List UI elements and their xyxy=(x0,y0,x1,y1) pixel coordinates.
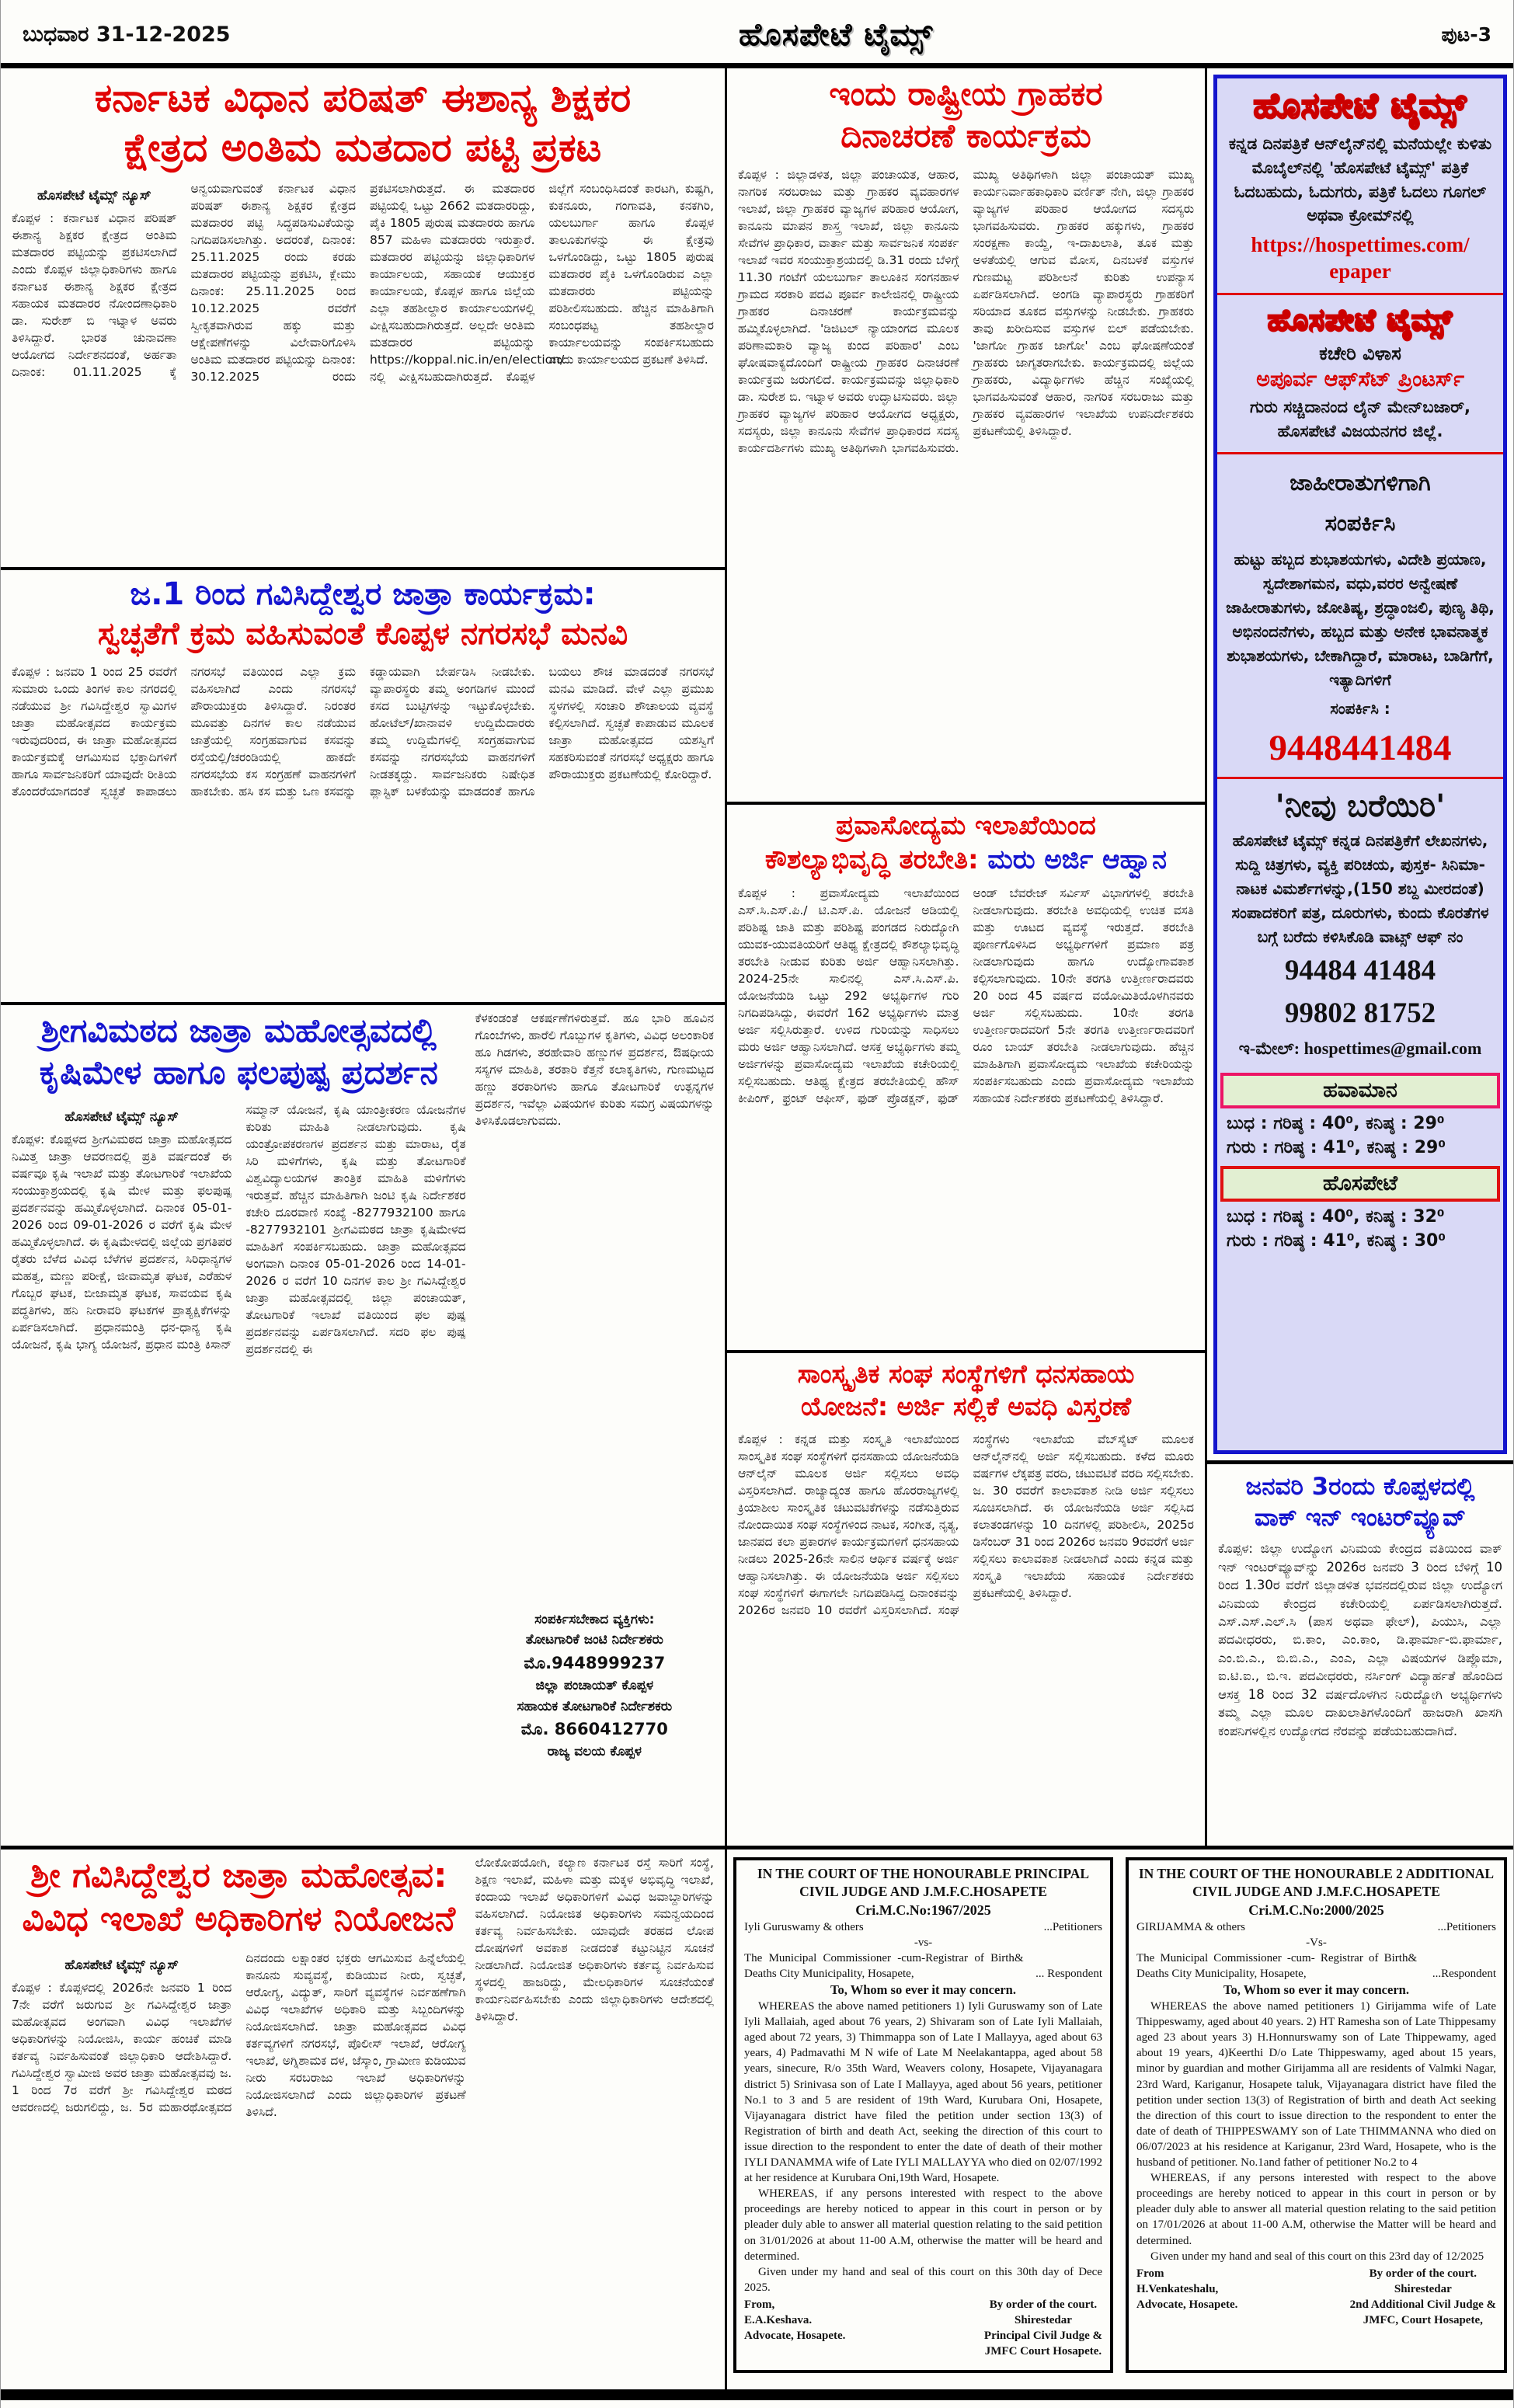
notice1-order-line1: By order of the court. xyxy=(989,2298,1098,2311)
epaper-promo xyxy=(1217,78,1503,293)
article-krishimela-headline-2: ಕೃಷಿಮೇಳ ಹಾಗೂ ಫಲಪುಷ್ಪ ಪ್ರದರ್ಶನ xyxy=(39,1053,438,1091)
notice2-order-block xyxy=(1350,2266,1496,2328)
ads-title-1: ಜಾಹೀರಾತುಗಳಿಗಾಗಿ xyxy=(1290,468,1431,496)
write-phone-2: 99802 81752 xyxy=(1284,997,1436,1030)
court-notice-left-cell xyxy=(727,1849,1119,2389)
notice1-petitioners xyxy=(744,1919,1102,1935)
write-email: ಇ-ಮೇಲ್: hospettimes@gmail.com xyxy=(1238,1038,1482,1058)
contact-title: ಸಂಪರ್ಕಿಸಬೇಕಾದ ವ್ಯಕ್ತಿಗಳು: xyxy=(534,1612,655,1627)
article-deployment-headline-1: ಶ್ರೀ ಗವಿಸಿದ್ದೇಶ್ವರ ಜಾತ್ರಾ ಮಹೋತ್ಸವ: xyxy=(30,1856,447,1895)
notice1-from-block xyxy=(744,2297,845,2359)
promo-sidebar xyxy=(1213,75,1507,1454)
sidebar-logo-1: ಹೊಸಪೇಟೆ ಟೈಮ್ಸ್ xyxy=(1253,86,1467,126)
notice2-petitioner-tag: ...Petitioners xyxy=(1437,1920,1496,1933)
ads-body: ಹುಟ್ಟು ಹಬ್ಬದ ಶುಭಾಶಯಗಳು, ವಿದೇಶಿ ಪ್ರಯಾಣ, ಸ್ವದೇಶಾಗಮನ, ವಧು,ವರರ ಅನ್ವೇಷಣೆ ಜಾಹೀರಾತುಗಳು, ಜೋತಿಷ್ಯ, ಶ್ರದ್ಧಾಂಜಲಿ, ಪುಣ್ಯ ತಿಥಿ, ಅಭಿನಂದನೆಗಳು, ಹಬ್ಬದ ಮತ್ತು ಅನೇಕ ಭಾವನಾತ್ಮಕ ಶುಭಾಶಯಗಳು, ಬೇಕಾಗಿದ್ದಾರೆ, ಮಾರಾಟ, ಬಾಡಿಗೆಗೆ, ಇತ್ಯಾದಿಗಳಿಗೆ xyxy=(1226,549,1495,689)
article-krishimela-contacts xyxy=(475,1609,714,1763)
notice1-body-3: Given under my hand and seal of this court on this 30th day of Dece 2025. xyxy=(744,2265,1102,2294)
article-consumer-day-body xyxy=(738,166,1194,772)
left-region xyxy=(1,68,727,1846)
advertising-info xyxy=(1217,454,1503,777)
article-walkin-headline-2: ವಾಕ್ ಇನ್ ಇಂಟರ್‌ವ್ಯೂವ್ xyxy=(1254,1503,1467,1532)
article-consumer-day-text: ಕೊಪ್ಪಳ : ಜಿಲ್ಲಾಡಳಿತ, ಜಿಲ್ಲಾ ಪಂಚಾಯತ, ಆಹಾರ, ನಾಗರಿಕ ಸರಬರಾಜು ಮತ್ತು ಗ್ರಾಹಕರ ವ್ಯವಹಾರಗಳ ಇಲಾಖೆ, ಜಿಲ್ಲಾ ಗ್ರಾಹಕರ ವ್ಯಾಜ್ಯಗಳ ಪರಿಹಾರ ಆಯೋಗ, ಕಾನೂನು ಮಾಪನ ಶಾಸ್ತ್ರ ಇಲಾಖೆ, ಜಿಲ್ಲಾ ಕಾನೂನು ಸೇವೆಗಳ ಪ್ರಾಧಿಕಾರ, ವಾರ್ತಾ ಮತ್ತು ಸಾರ್ವಜನಿಕ ಸಂಪರ್ಕ ಇಲಾಖೆ ಇವರ ಸಂಯುಕ್ತಾಶ್ರಯದಲ್ಲಿ ಡಿ.31 ರಂದು ಬೆಳಿಗ್ಗೆ 11.30 ಗಂಟೆಗೆ ಯಲಬುರ್ಗಾ ತಾಲೂಕಿನ ಸಂಗನಹಾಳ ಗ್ರಾಮದ ಸರಕಾರಿ ಪದವಿ ಪೂರ್ವ ಕಾಲೇಜಿನಲ್ಲಿ ರಾಷ್ಟ್ರೀಯ ಗ್ರಾಹಕರ ದಿನಾಚರಣೆ ಕಾರ್ಯಕ್ರಮವನ್ನು ಹಮ್ಮಿಕೊಳ್ಳಲಾಗಿದೆ. 'ಡಿಜಿಟಲ್ ನ್ಯಾಯಾಂಗದ ಮೂಲಕ ಪರಿಣಾಮಕಾರಿ ವ್ಯಾಜ್ಯ ಕುಂದ ಪರಿಹಾರ' ಎಂಬ ಘೋಷವಾಕ್ಯದೊಂದಿಗೆ ರಾಷ್ಟ್ರೀಯ ಗ್ರಾಹಕರ ದಿನಾಚರಣೆ ಕಾರ್ಯಕ್ರಮ ಜರುಗಲಿದೆ. ಕಾರ್ಯಕ್ರಮವನ್ನು ಜಿಲ್ಲಾಧಿಕಾರಿ ಡಾ. ಸುರೇಶ ಬಿ. ಇಟ್ನಾಳ ಅವರು ಉದ್ಘಾಟಿಸುವರು. ಜಿಲ್ಲಾ ಗ್ರಾಹಕರ ವ್ಯಾಜ್ಯಗಳ ಪರಿಹಾರ ಆಯೋಗದ ಅಧ್ಯಕ್ಷರು, ಸದಸ್ಯರು, ಜಿಲ್ಲಾ ಕಾನೂನು ಸೇವೆಗಳ ಪ್ರಾಧಿಕಾರದ ಸದಸ್ಯ ಕಾರ್ಯದರ್ಶಿಗಳು ಮುಖ್ಯ ಅತಿಥಿಗಳಾಗಿ ಭಾಗವಹಿಸುವರು. ಮುಖ್ಯ ಅತಿಥಿಗಳಾಗಿ ಜಿಲ್ಲಾ ಪಂಚಾಯತ್ ಮುಖ್ಯ ಕಾರ್ಯನಿರ್ವಾಹಕಾಧಿಕಾರಿ ವರ್ಣಿತ್ ನೇಗಿ, ಜಿಲ್ಲಾ ಗ್ರಾಹಕರ ವ್ಯಾಜ್ಯಗಳ ಪರಿಹಾರ ಆಯೋಗದ ಸದಸ್ಯರು ಭಾಗವಹಿಸುವರು. ಗ್ರಾಹಕರ ಹಕ್ಕುಗಳು, ಗ್ರಾಹಕರ ಸಂರಕ್ಷಣಾ ಕಾಯ್ದೆ, ಇ-ದಾಖಲಾತಿ, ತೂಕ ಮತ್ತು ಅಳತೆಯಲ್ಲಿ ಆಗುವ ಮೋಸ, ದಿನಬಳಕೆ ವಸ್ತುಗಳ ಗುಣಮಟ್ಟ ಪರಿಶೀಲನೆ ಕುರಿತು ಉಪನ್ಯಾಸ ಏರ್ಪಡಿಸಲಾಗಿದೆ. ಅಂಗಡಿ ವ್ಯಾಪಾರಸ್ಥರು ಗ್ರಾಹಕರಿಗೆ ಸರಿಯಾದ ತೂಕದ ವಸ್ತುಗಳನ್ನು ನೀಡಬೇಕು. ಗ್ರಾಹಕರು ತಾವು ಖರೀದಿಸುವ ವಸ್ತುಗಳ ಬಿಲ್ ಪಡೆಯಬೇಕು. 'ಜಾಗೋ ಗ್ರಾಹಕ ಜಾಗೋ' ಎಂಬ ಘೋಷಣೆಯಂತೆ ಗ್ರಾಹಕರು ಜಾಗೃತರಾಗಬೇಕು. ಕಾರ್ಯಕ್ರಮದಲ್ಲಿ ಜಿಲ್ಲೆಯ ಗ್ರಾಹಕರು, ವಿದ್ಯಾರ್ಥಿಗಳು ಹೆಚ್ಚಿನ ಸಂಖ್ಯೆಯಲ್ಲಿ ಭಾಗವಹಿಸುವಂತೆ ಆಹಾರ, ನಾಗರಿಕ ಸರಬರಾಜು ಮತ್ತು ಗ್ರಾಹಕರ ವ್ಯವಹಾರಗಳ ಇಲಾಖೆಯ ಉಪನಿರ್ದೇಶಕರು ಪ್ರಕಟಣೆಯಲ್ಲಿ ತಿಳಿಸಿದ್ದಾರೆ. xyxy=(738,167,1194,455)
contact-line: ಜಿಲ್ಲಾ ಪಂಚಾಯತ್ ಕೊಪ್ಪಳ xyxy=(535,1678,654,1694)
notice1-case-number: Cri.M.C.No:1967/2025 xyxy=(855,1902,991,1918)
notice1-order-line3: Principal Civil Judge & xyxy=(983,2330,1102,2343)
court-notice-2 xyxy=(1126,1857,1507,2373)
article-jatra-clean-text: ಕೊಪ್ಪಳ : ಜನವರಿ 1 ರಿಂದ 25 ರವರೆಗೆ ಸುಮಾರು ಒಂದು ತಿಂಗಳ ಕಾಲ ನಗರದಲ್ಲಿ ನಡೆಯುವ ಶ್ರೀ ಗವಿಸಿದ್ದೇಶ್ವರ ಸ್ವಾಮಿಗಳ ಜಾತ್ರಾ ಮಹೋತ್ಸವದ ಕಾರ್ಯಕ್ರಮ ಇರುವುದರಿಂದ, ಈ ಜಾತ್ರಾ ಮಹೋತ್ಸವದ ಕಾರ್ಯಕ್ರಮಕ್ಕೆ ಆಗಮಿಸುವ ಭಕ್ತಾದಿಗಳಿಗೆ ಹಾಗೂ ಸಾರ್ವಜನಿಕರಿಗೆ ಯಾವುದೇ ರೀತಿಯ ತೊಂದರೆಯಾಗದಂತೆ ಸ್ವಚ್ಛತೆ ಕಾಪಾಡಲು ನಗರಸಭೆ ವತಿಯಿಂದ ಎಲ್ಲಾ ಕ್ರಮ ವಹಿಸಲಾಗಿದೆ ಎಂದು ನಗರಸಭೆ ಪೌರಾಯುಕ್ತರು ತಿಳಿಸಿದ್ದಾರೆ. ನಿರಂತರ ಮೂವತ್ತು ದಿನಗಳ ಕಾಲ ನಡೆಯುವ ಜಾತ್ರೆಯಲ್ಲಿ ಸಂಗ್ರಹವಾಗುವ ಕಸವನ್ನು ರಸ್ತೆಯಲ್ಲಿ/ಚರಂಡಿಯಲ್ಲಿ ಹಾಕದೇ ನಗರಸಭೆಯ ಕಸ ಸಂಗ್ರಹಣೆ ವಾಹನಗಳಿಗೆ ಹಾಕಬೇಕು. ಹಸಿ ಕಸ ಮತ್ತು ಒಣ ಕಸವನ್ನು ಕಡ್ಡಾಯವಾಗಿ ಬೇರ್ಪಡಿಸಿ ನೀಡಬೇಕು. ವ್ಯಾಪಾರಸ್ಥರು ತಮ್ಮ ಅಂಗಡಿಗಳ ಮುಂದೆ ಕಸದ ಬುಟ್ಟಿಗಳನ್ನು ಇಟ್ಟುಕೊಳ್ಳಬೇಕು. ಹೋಟೆಲ್/ಖಾನಾವಳಿ ಉದ್ದಿಮೆದಾರರು ತಮ್ಮ ಉದ್ದಿಮೆಗಳಲ್ಲಿ ಸಂಗ್ರಹವಾಗುವ ಕಸವನ್ನು ನಗರಸಭೆಯ ವಾಹನಗಳಿಗೆ ನೀಡತಕ್ಕದ್ದು. ಸಾರ್ವಜನಿಕರು ನಿಷೇಧಿತ ಪ್ಲಾಸ್ಟಿಕ್ ಬಳಕೆಯನ್ನು ಮಾಡದಂತೆ ಹಾಗೂ ಬಯಲು ಶೌಚ ಮಾಡದಂತೆ ನಗರಸಭೆ ಮನವಿ ಮಾಡಿದೆ. ವೇಳೆ ಎಲ್ಲಾ ಪ್ರಮುಖ ಸ್ಥಳಗಳಲ್ಲಿ ಸಂಚಾರಿ ಶೌಚಾಲಯ ವ್ಯವಸ್ಥೆ ಕಲ್ಪಿಸಲಾಗಿದೆ. ಸ್ವಚ್ಛತೆ ಕಾಪಾಡುವ ಮೂಲಕ ಜಾತ್ರಾ ಮಹೋತ್ಸವದ ಯಶಸ್ವಿಗೆ ಸಹಕರಿಸುವಂತೆ ನಗರಸಭೆ ಅಧ್ಯಕ್ಷರು ಹಾಗೂ ಪೌರಾಯುಕ್ತರು ಪ್ರಕಟಣೆಯಲ್ಲಿ ಕೋರಿದ್ದಾರೆ. xyxy=(12,665,714,799)
article-jatra-clean-headline-2: ಸ್ವಚ್ಛತೆಗೆ ಕ್ರಮ ವಹಿಸುವಂತೆ ಕೊಪ್ಪಳ ನಗರಸಭೆ ಮನವಿ xyxy=(97,616,628,652)
notice2-respondent-name: The Municipal Commissioner -cum- Registrar of Birth& Deaths City Municipality, Hosapete, xyxy=(1136,1951,1418,1980)
notice2-vs: -Vs- xyxy=(1306,1936,1327,1949)
office-address xyxy=(1217,295,1503,452)
page-bottom-rule xyxy=(1,2389,1513,2400)
article-jatra-clean xyxy=(1,570,725,1002)
notice2-order-line4: JMFC, Court Hosapete, xyxy=(1363,2313,1483,2326)
article-cultural-headline-1: ಸಾಂಸ್ಕೃತಿಕ ಸಂಘ ಸಂಸ್ಥೆಗಳಿಗೆ ಧನಸಹಾಯ xyxy=(797,1359,1135,1389)
notice1-vs: -vs- xyxy=(914,1936,933,1949)
notice1-petitioner-tag: ...Petitioners xyxy=(1043,1920,1102,1933)
notice1-body-1: WHEREAS the above named petitioners 1) Iyli Guruswamy son of Late Iyli Mallaiah, aged about 76 years, 2) Shivaram son of Late Iyli Mallaiah, aged about 72 years, 3) Thimmappa son of Late I Mallayya, aged about 63 years, 4) Padmavathi M N wife of Late M Neelakantappa, aged about 58 years, sinecure, R/o 35th Ward, Weavers colony, Hosapete, Vijayanagara district 5) Srinivasa son of Late I Mallayya, aged about 56 years, petitioner No.1 to 3 and 5 are resident of 19th Ward, Kurubara Oni, Hosapete, Vijayanagara district have filed the petition under section 13(3) of Registration of birth and death Act, seeking the direction of this court to issue direction to the respondent to enter the date of death of their mother IYLI DANAMMA wife of Late IYLI MALLAYYA who died on 02/07/1992 at her residence at Kurubara Oni,19th Ward, Hosapete. xyxy=(744,2000,1102,2185)
notice1-advocate-title: Advocate, Hosapete. xyxy=(744,2330,846,2343)
notice2-petitioner-name: GIRIJAMMA & others xyxy=(1136,1920,1246,1933)
article-deployment-text-left: ಕೊಪ್ಪಳ : ಕೊಪ್ಪಳದಲ್ಲಿ 2026ನೇ ಜನವರಿ 1 ರಿಂದ 7ನೇ ವರೆಗೆ ಜರುಗುವ ಶ್ರೀ ಗವಿಸಿದ್ದೇಶ್ವರ ಜಾತ್ರಾ ಮಹೋತ್ಸವದ ಅಂಗವಾಗಿ ವಿವಿಧ ಇಲಾಖೆಗಳ ಅಧಿಕಾರಿಗಳನ್ನು ನಿಯೋಜಿಸಿ, ಕಾರ್ಯ ಹಂಚಿಕೆ ಮಾಡಿ ಕರ್ತವ್ಯ ನಿರ್ವಹಿಸುವಂತೆ ಜಿಲ್ಲಾಧಿಕಾರಿ ಆದೇಶಿಸಿದ್ದಾರೆ. ಗವಿಸಿದ್ದೇಶ್ವರ ಸ್ವಾಮೀಜಿ ಅವರ ಜಾತ್ರಾ ಮಹೋತ್ಸವವು ಜ. 1 ರಿಂದ 7ರ ವರೆಗೆ ಶ್ರೀ ಗವಿಸಿದ್ದೇಶ್ವರ ಮಠದ ಆವರಣದಲ್ಲಿ ಜರುಗಲಿದ್ದು, ಜ. 5ರ ಮಹಾರಥೋತ್ಸವದ ದಿನದಂದು ಲಕ್ಷಾಂತರ ಭಕ್ತರು ಆಗಮಿಸುವ ಹಿನ್ನೆಲೆಯಲ್ಲಿ ಕಾನೂನು ಸುವ್ಯವಸ್ಥೆ, ಕುಡಿಯುವ ನೀರು, ಸ್ವಚ್ಛತೆ, ಆರೋಗ್ಯ, ವಿದ್ಯುತ್, ಸಾರಿಗೆ ವ್ಯವಸ್ಥೆಗಳ ನಿರ್ವಹಣೆಗಾಗಿ ವಿವಿಧ ಇಲಾಖೆಗಳ ಅಧಿಕಾರಿ ಮತ್ತು ಸಿಬ್ಬಂದಿಗಳನ್ನು ನಿಯೋಜಿಸಲಾಗಿದೆ. ಜಾತ್ರಾ ಮಹೋತ್ಸವದ ವಿವಿಧ ಕರ್ತವ್ಯಗಳಿಗೆ ನಗರಸಭೆ, ಪೊಲೀಸ್ ಇಲಾಖೆ, ಆರೋಗ್ಯ ಇಲಾಖೆ, ಅಗ್ನಿಶಾಮಕ ದಳ, ಜೆಸ್ಕಾಂ, ಗ್ರಾಮೀಣ ಕುಡಿಯುವ ನೀರು ಸರಬರಾಜು ಇಲಾಖೆ ಅಧಿಕಾರಿಗಳನ್ನು ನಿಯೋಜಿಸಲಾಗಿದೆ ಎಂದು ಜಿಲ್ಲಾಧಿಕಾರಿಗಳ ಪ್ರಕಟಣೆ ತಿಳಿಸಿದೆ. xyxy=(12,1950,466,2119)
weather-row: ಗುರು : ಗರಿಷ್ಠ : 41⁰, ಕನಿಷ್ಠ : 29⁰ xyxy=(1227,1137,1446,1157)
article-cultural-headline-2: ಯೋಜನೆ: ಅರ್ಜಿ ಸಲ್ಲಿಕೆ ಅವಧಿ ವಿಸ್ತರಣೆ xyxy=(800,1391,1132,1422)
notice1-respondent xyxy=(744,1950,1102,1982)
sidebar-logo-2: ಹೊಸಪೇಟೆ ಟೈಮ್ಸ್ xyxy=(1267,302,1453,337)
contact-phone: ಮೊ.9448999237 xyxy=(524,1653,666,1672)
weather-row: ಬುಧ : ಗರಿಷ್ಠ : 40⁰, ಕನಿಷ್ಠ : 32⁰ xyxy=(1227,1206,1445,1227)
write-to-us xyxy=(1217,779,1503,1067)
notice1-title-line1: IN THE COURT OF THE HONOURABLE PRINCIPAL xyxy=(757,1866,1090,1881)
notice2-petitioners xyxy=(1136,1919,1496,1935)
notice2-case-number: Cri.M.C.No:2000/2025 xyxy=(1248,1902,1384,1918)
edition-date: ಬುಧವಾರ 31-12-2025 xyxy=(23,22,231,47)
notice2-advocate-title: Advocate, Hosapete. xyxy=(1136,2298,1238,2311)
printer-address: ಗುರು ಸಚ್ಚಿದಾನಂದ ಲೈನ್ ಮೇನ್‌ಬಜಾರ್, ಹೊಸಪೇಟೆ ವಿಜಯನಗರ ಜಿಲ್ಲೆ. xyxy=(1249,397,1471,440)
article-krishimela-body-right: ಕೆಳಕಂಡಂತೆ ಆಕರ್ಷಣೆಗಳಿರುತ್ತವೆ. ಹೂ ಭಾರಿ ಹೂವಿನ ಗೊಂಬೆಗಳು, ಹಾರೆಲಿ ಗೊಬ್ಬುಗಳ ಕೃತಿಗಳು, ವಿವಿಧ ಅಲಂಕಾರಿಕ ಹೂ ಗಿಡಗಳು, ತರಹೇವಾರಿ ಹಣ್ಣುಗಳ ಪ್ರದರ್ಶನ, ಔಷಧೀಯ ಸಸ್ಯಗಳ ಮಾಹಿತಿ, ತರಕಾರಿ ಕೆತ್ತನೆ ಕಲಾಕೃತಿಗಳು, ಗುಣಮಟ್ಟದ ಹಣ್ಣು ತರಕಾರಿಗಳು ಹಾಗೂ ತೋಟಗಾರಿಕೆ ಉತ್ಪನ್ನಗಳ ಪ್ರದರ್ಶನ, ಇವೆಲ್ಲಾ ವಿಷಯಗಳ ಕುರಿತು ಸಮಗ್ರ ವಿಷಯಗಳನ್ನು ತಿಳಿಸಿಕೊಡಲಾಗುವದು. xyxy=(475,1011,714,1128)
notice1-title-line2: CIVIL JUDGE AND J.M.F.C.HOSAPETE xyxy=(799,1883,1047,1899)
write-title: 'ನೀವು ಬರೆಯಿರಿ' xyxy=(1275,788,1446,824)
article-consumer-day-headline-2: ದಿನಾಚರಣೆ ಕಾರ್ಯಕ್ರಮ xyxy=(841,116,1091,155)
article-tourism xyxy=(727,805,1205,1350)
notice1-court-title xyxy=(744,1865,1102,1901)
contact-line: ತೋಟಗಾರಿಕೆ ಜಂಟಿ ನಿರ್ದೇಶಕರು xyxy=(525,1632,663,1648)
article-tourism-headline-2 xyxy=(738,844,1194,878)
printer-name: ಅಪೂರ್ವ ಆಫ್‌ಸೆಟ್ ಪ್ರಿಂಟರ್ಸ್ xyxy=(1256,367,1464,391)
article-deployment xyxy=(1,1849,727,2389)
notice1-signatures xyxy=(744,2297,1102,2359)
weather-city-hosapete: ಹೊಸಪೇಟೆ xyxy=(1220,1166,1500,1202)
article-jatra-clean-body xyxy=(12,663,714,974)
notice2-order-line2: Shirestedar xyxy=(1394,2282,1452,2295)
notice2-respondent xyxy=(1136,1950,1496,1982)
contact-phone: ಮೊ. 8660412770 xyxy=(520,1719,668,1738)
epaper-promo-text: ಕನ್ನಡ ದಿನಪತ್ರಿಕೆ ಆನ್‌ಲೈನ್‌ನಲ್ಲಿ ಮನೆಯಲ್ಲೇ ಕುಳಿತು ಮೊಬೈಲ್‌ನಲ್ಲಿ 'ಹೊಸಪೇಟೆ ಟೈಮ್ಸ್' ಪತ್ರಿಕೆ ಓದಬಹುದು, ಓದುಗರು, ಪತ್ರಿಕೆ ಓದಲು ಗೂಗಲ್ ಅಥವಾ ಕ್ರೋಮ್‌ನಲ್ಲಿ xyxy=(1228,134,1492,225)
bottom-band xyxy=(1,1846,1513,2389)
notice2-title-line2: CIVIL JUDGE AND J.M.F.C.HOSAPETE xyxy=(1192,1883,1440,1899)
notice1-order-line4: JMFC Court Hosapete. xyxy=(984,2345,1102,2358)
notice2-from: From xyxy=(1136,2267,1164,2280)
notice1-order-line2: Shirestedar xyxy=(1015,2313,1072,2326)
contact-line: ಸಹಾಯಕ ತೋಟಗಾರಿಕೆ ನಿರ್ದೇಶಕರು xyxy=(517,1698,673,1714)
article-deployment-byline: ಹೊಸಪೇಟೆ ಟೈಮ್ಸ್ ನ್ಯೂಸ್ xyxy=(64,1957,179,1973)
notice2-court-title xyxy=(1136,1865,1496,1901)
article-krishimela-body-left xyxy=(12,1101,466,1785)
article-voterlist-byline: ಹೊಸಪೇಟೆ ಟೈಮ್ಸ್ ನ್ಯೂಸ್ xyxy=(37,188,151,204)
article-voterlist xyxy=(1,68,725,567)
article-tourism-headline-2-red: ಕೌಶಲ್ಯಾಭಿವೃದ್ಧಿ ತರಬೇತಿ: xyxy=(764,844,979,875)
article-cultural xyxy=(727,1353,1205,1846)
article-voterlist-headline-2: ಕ್ಷೇತ್ರದ ಅಂತಿಮ ಮತದಾರ ಪಟ್ಟಿ ಪ್ರಕಟ xyxy=(124,125,602,170)
notice2-signatures xyxy=(1136,2266,1496,2328)
notice2-from-block xyxy=(1136,2266,1237,2328)
court-notice-right-cell xyxy=(1119,1849,1513,2389)
notice2-title-line1: IN THE COURT OF THE HONOURABLE 2 ADDITIONAL xyxy=(1138,1866,1495,1881)
article-krishimela-byline: ಹೊಸಪೇಟೆ ಟೈಮ್ಸ್ ನ್ಯೂಸ್ xyxy=(64,1108,179,1125)
article-cultural-body xyxy=(738,1431,1194,1819)
notice1-body-2: WHEREAS, if any persons interested with respect to the above proceedings are hereby noticed to appear in this court in person or by pleader duly able to answer all material question relating to the said petition on 31/01/2026 at about 11-00 A.M, otherwise the matter will be heard and determined. xyxy=(744,2187,1102,2263)
ads-phone: 9448441484 xyxy=(1269,727,1452,768)
article-tourism-headline-1: ಪ್ರವಾಸೋದ್ಯಮ ಇಲಾಖೆಯಿಂದ xyxy=(836,810,1096,841)
article-walkin xyxy=(1207,1464,1513,1846)
middle-region xyxy=(727,68,1207,1846)
weather-title: ಹವಾಮಾನ xyxy=(1220,1073,1500,1108)
notice1-advocate-name: E.A.Keshava. xyxy=(744,2313,813,2326)
notice2-order-line1: By order of the court. xyxy=(1369,2267,1477,2280)
article-consumer-day-headline-1: ಇಂದು ರಾಷ್ಟ್ರೀಯ ಗ್ರಾಹಕರ xyxy=(829,75,1103,113)
notice2-body-2: WHEREAS, if any persons interested with respect to the above proceedings are hereby noticed to appear in this court in person or by pleader duly able to answer all material question relating to the said petition on 17/01/2026 at about 11-00 A.M, otherwise the Matter will be heard and determined. xyxy=(1136,2172,1496,2247)
write-phone-1: 94484 41484 xyxy=(1284,954,1436,987)
article-voterlist-body xyxy=(12,180,714,534)
weather-row: ಬುಧ : ಗರಿಷ್ಠ : 40⁰, ಕನಿಷ್ಠ : 29⁰ xyxy=(1227,1113,1445,1133)
article-jatra-clean-headline-1: ಜ.1 ರಿಂದ ಗವಿಸಿದ್ದೇಶ್ವರ ಜಾತ್ರಾ ಕಾರ್ಯಕ್ರಮ: xyxy=(130,576,596,612)
article-tourism-headline-2-blue: ಮರು ಅರ್ಜಿ ಆಹ್ವಾನ xyxy=(987,844,1168,875)
notice1-petitioner-name: Iyli Guruswamy & others xyxy=(744,1920,864,1933)
write-body: ಹೊಸಪೇಟೆ ಟೈಮ್ಸ್ ಕನ್ನಡ ದಿನಪತ್ರಿಕೆಗೆ ಲೇಖನಗಳು, ಸುದ್ದಿ ಚಿತ್ರಗಳು, ವ್ಯಕ್ತಿ ಪರಿಚಯ, ಪುಸ್ತಕ- ಸಿನಿಮಾ-ನಾಟಕ ವಿಮರ್ಶೆಗಳನ್ನು,(150 ಶಬ್ದ ಮೀರದಂತೆ) ಸಂಪಾದಕರಿಗೆ ಪತ್ರ, ದೂರುಗಳು, ಕುಂದು ಕೊರತೆಗಳ ಬಗ್ಗೆ ಬರೆದು ಕಳಿಸಿಕೊಡಿ ವಾಟ್ಸ್ ಆಫ್ ನಂ xyxy=(1231,830,1489,946)
article-krishimela-text-left: ಕೊಪ್ಪಳ: ಕೊಪ್ಪಳದ ಶ್ರೀಗವಿಮಠದ ಜಾತ್ರಾ ಮಹೋತ್ಸವದ ನಿಮಿತ್ತ ಜಾತ್ರಾ ಆವರಣದಲ್ಲಿ ಪ್ರತಿ ವರ್ಷದಂತೆ ಈ ವರ್ಷವೂ ಕೃಷಿ ಇಲಾಖೆ ಮತ್ತು ತೋಟಗಾರಿಕೆ ಇಲಾಖೆಯ ಸಂಯುಕ್ತಾಶ್ರಯದಲ್ಲಿ ಕೃಷಿ ಮೇಳ ಮತ್ತು ಫಲಪುಷ್ಪ ಪ್ರದರ್ಶನವನ್ನು ಹಮ್ಮಿಕೊಳ್ಳಲಾಗಿದೆ. ದಿನಾಂಕ 05-01-2026 ರಿಂದ 09-01-2026 ರ ವರೆಗೆ ಕೃಷಿ ಮೇಳ ಹಮ್ಮಿಕೊಳ್ಳಲಾಗಿದೆ. ಈ ಕೃಷಿಮೇಳದಲ್ಲಿ ಜಿಲ್ಲೆಯ ಪ್ರಗತಿಪರ ರೈತರು ಬೆಳೆದ ವಿವಿಧ ಬೆಳೆಗಳ ಪ್ರದರ್ಶನ, ಸಿರಿಧಾನ್ಯಗಳ ಮಹತ್ವ, ಮಣ್ಣು ಪರೀಕ್ಷೆ, ಜೀವಾಮೃತ ಘಟಕ, ಎರೆಹುಳ ಗೊಬ್ಬರ ಘಟಕ, ಬೀಜಾಮೃತ ಘಟಕ, ಸಾವಯವ ಕೃಷಿ ಪದ್ಧತಿಗಳು, ಹನಿ ನೀರಾವರಿ ಘಟಕಗಳ ಪ್ರಾತ್ಯಕ್ಷಿಕೆಗಳನ್ನು ಏರ್ಪಡಿಸಲಾಗಿದೆ. ಪ್ರಧಾನಮಂತ್ರಿ ಧನ-ಧಾನ್ಯ ಕೃಷಿ ಯೋಜನೆ, ಕೃಷಿ ಭಾಗ್ಯ ಯೋಜನೆ, ಪ್ರಧಾನ ಮಂತ್ರಿ ಕಿಸಾನ್ ಸಮ್ಮಾನ್ ಯೋಜನೆ, ಕೃಷಿ ಯಾಂತ್ರೀಕರಣ ಯೋಜನೆಗಳ ಕುರಿತು ಮಾಹಿತಿ ನೀಡಲಾಗುವುದು. ಕೃಷಿ ಯಂತ್ರೋಪಕರಣಗಳ ಪ್ರದರ್ಶನ ಮತ್ತು ಮಾರಾಟ, ರೈತ ಸಿರಿ ಮಳಿಗೆಗಳು, ಕೃಷಿ ಮತ್ತು ತೋಟಗಾರಿಕೆ ವಿಶ್ವವಿದ್ಯಾಲಯಗಳ ತಾಂತ್ರಿಕ ಮಾಹಿತಿ ಮಳಿಗೆಗಳು ಇರುತ್ತವೆ. ಹೆಚ್ಚಿನ ಮಾಹಿತಿಗಾಗಿ ಜಂಟಿ ಕೃಷಿ ನಿರ್ದೇಶಕರ ಕಚೇರಿ ದೂರವಾಣಿ ಸಂಖ್ಯೆ -8277932100 ಹಾಗೂ -8277932101 ಶ್ರೀಗವಿಮಠದ ಜಾತ್ರಾ ಕೃಷಿಮೇಳದ ಮಾಹಿತಿಗೆ ಸಂಪರ್ಕಿಸಬಹುದು. ಜಾತ್ರಾ ಮಹೋತ್ಸವದ ಅಂಗವಾಗಿ ದಿನಾಂಕ 05-01-2026 ರಿಂದ 14-01-2026 ರ ವರೆಗೆ 10 ದಿನಗಳ ಕಾಲ ಶ್ರೀ ಗವಿಸಿದ್ದೇಶ್ವರ ಜಾತ್ರಾ ಮಹೋತ್ಸವದಲ್ಲಿ ಜಿಲ್ಲಾ ಪಂಚಾಯತ್, ತೋಟಗಾರಿಕೆ ಇಲಾಖೆ ವತಿಯಿಂದ ಫಲ ಪುಷ್ಪ ಪ್ರದರ್ಶನವನ್ನು ಏರ್ಪಡಿಸಲಾಗಿದೆ. ಸದರಿ ಫಲ ಪುಷ್ಪ ಪ್ರದರ್ಶನದಲ್ಲಿ ಈ xyxy=(12,1102,466,1356)
epaper-url-line2: epaper xyxy=(1329,259,1391,283)
epaper-url-line1: https://hospettimes.com/ xyxy=(1251,233,1470,256)
notice2-body-1: WHEREAS the above named petitioners 1) Girijamma wife of Late Thippeswamy, aged about 40 years. 2) HT Ramesha son of Late Thippesamy aged 23 about years 3) H.Honnurswamy son of Late Thippewamy, aged about 19 years, 4)Keerthi D/o Late Thippeswamy, aged about 15 years, minor by guardian and mother Girijamma all are residents of Valmki Nagar, 23rd Ward, Kariganur, Hosapete taluk, Vijayanagara district have filed the petition under section 13(3) of Registration of birth and death Act seeking the direction of this court to issue direction to the respondent to enter the date of death of THIPPESWAMY son of Late THIMMANNA who died on 06/07/2023 at his residence at Kariganur, 23rd Ward, Hosapete, who is the husband of petitioner. No.1and father of petitioner No.2 to 4 xyxy=(1136,2000,1496,2170)
masthead xyxy=(1,0,1513,68)
notice2-respondent-tag: ...Respondent xyxy=(1432,1967,1496,1980)
epaper-url xyxy=(1225,232,1495,285)
article-walkin-body: ಕೊಪ್ಪಳ: ಜಿಲ್ಲಾ ಉದ್ಯೋಗ ವಿನಿಮಯ ಕೇಂದ್ರದ ವತಿಯಿಂದ ವಾಕ್ ಇನ್ ಇಂಟರ್‌ವ್ಯೂವ್‌ನ್ನು 2026ರ ಜನವರಿ 3 ರಿಂದ ಬೆಳಿಗ್ಗೆ 10 ರಿಂದ 1.30ರ ವರೆಗೆ ಜಿಲ್ಲಾಡಳಿತ ಭವನದಲ್ಲಿರುವ ಜಿಲ್ಲಾ ಉದ್ಯೋಗ ವಿನಿಮಯ ಕೇಂದ್ರದ ಕಚೇರಿಯಲ್ಲಿ ಏರ್ಪಡಿಸಲಾಗಿರುತ್ತದೆ. ಎಸ್.ಎಸ್.ಎಲ್.ಸಿ (ಪಾಸ ಅಥವಾ ಫೇಲ್), ಪಿಯುಸಿ, ಎಲ್ಲಾ ಪದವೀಧರರು, ಬಿ.ಕಾಂ, ಎಂ.ಕಾಂ, ಡಿ.ಫಾರ್ಮಾ-ಬಿ.ಫಾರ್ಮಾ, ಎಂ.ಬಿ.ಎ., ಬಿ.ಬಿ.ಎ., ಎಂಎ, ಎಲ್ಲಾ ವಿಷಯಗಳ ಡಿಪ್ಲೊಮಾ, ಐ.ಟಿ.ಐ., ಬಿ.ಇ. ಪದವೀಧರರು, ನರ್ಸಿಂಗ್ ವಿದ್ಯಾರ್ಹತೆ ಹೊಂದಿದ ಆಸಕ್ತ 18 ರಿಂದ 32 ವರ್ಷದೊಳಗಿನ ನಿರುದ್ಯೋಗಿ ಅಭ್ಯರ್ಥಿಗಳು ತಮ್ಮ ಎಲ್ಲಾ ಮೂಲ ದಾಖಲಾತಿಗಳೊಂದಿಗೆ ಹಾಜರಾಗಿ ಖಾಸಗಿ ಕಂಪನಿಗಳಲ್ಲಿನ ಉದ್ಯೋಗದ ನೆರವನ್ನು ಪಡೆಯಬಹುದಾಗಿದೆ. xyxy=(1218,1541,1502,1738)
notice2-body-3: Given under my hand and seal of this court on this 23rd day of 12/2025 xyxy=(1150,2250,1484,2263)
notice1-respondent-name: The Municipal Commissioner -cum-Registrar of Birth& Deaths City Municipality, Hosapete, xyxy=(744,1951,1024,1980)
notice1-order-block xyxy=(984,2297,1102,2359)
notice1-from: From, xyxy=(744,2298,775,2311)
article-voterlist-text: ಕೊಪ್ಪಳ : ಕರ್ನಾಟಕ ವಿಧಾನ ಪರಿಷತ್ ಈಶಾನ್ಯ ಶಿಕ್ಷಕರ ಕ್ಷೇತ್ರದ ಅಂತಿಮ ಮತದಾರರ ಪಟ್ಟಿಯನ್ನು ಪ್ರಕಟಿಸಲಾಗಿದೆ ಎಂದು ಕೊಪ್ಪಳ ಜಿಲ್ಲಾಧಿಕಾರಿಗಳು ಹಾಗೂ ಕರ್ನಾಟಕ ಈಶಾನ್ಯ ಶಿಕ್ಷಕರ ಕ್ಷೇತ್ರದ ಸಹಾಯಕ ಮತದಾರರ ನೋಂದಣಾಧಿಕಾರಿ ಡಾ. ಸುರೇಶ್ ಬಿ ಇಟ್ನಾಳ ಅವರು ತಿಳಿಸಿದ್ದಾರೆ. ಭಾರತ ಚುನಾವಣಾ ಆಯೋಗದ ನಿರ್ದೇಶನದಂತೆ, ಅರ್ಹತಾ ದಿನಾಂಕ: 01.11.2025 ಕ್ಕೆ ಅನ್ವಯವಾಗುವಂತೆ ಕರ್ನಾಟಕ ವಿಧಾನ ಪರಿಷತ್ ಈಶಾನ್ಯ ಶಿಕ್ಷಕರ ಕ್ಷೇತ್ರದ ಮತದಾರರ ಪಟ್ಟಿ ಸಿದ್ಧಪಡಿಸುವಿಕೆಯನ್ನು ನಿಗದಿಪಡಿಸಲಾಗಿತ್ತು. ಅದರಂತೆ, ದಿನಾಂಕ: 25.11.2025 ರಂದು ಕರಡು ಮತದಾರರ ಪಟ್ಟಿಯನ್ನು ಪ್ರಕಟಿಸಿ, ಕ್ಲೇಮು ದಿನಾಂಕ: 25.11.2025 ರಿಂದ 10.12.2025 ರವರೆಗೆ ಸ್ವೀಕೃತವಾಗಿರುವ ಹಕ್ಕು ಮತ್ತು ಆಕ್ಷೇಪಣೆಗಳನ್ನು ವಿಲೇವಾರಿಗೊಳಿಸಿ ಅಂತಿಮ ಮತದಾರರ ಪಟ್ಟಿಯನ್ನು ದಿನಾಂಕ: 30.12.2025 ರಂದು ಪ್ರಕಟಿಸಲಾಗಿರುತ್ತದೆ. ಈ ಮತದಾರರ ಪಟ್ಟಿಯಲ್ಲಿ ಒಟ್ಟು 2662 ಮತದಾರರಿದ್ದು, ಪೈಕಿ 1805 ಪುರುಷ ಮತದಾರರು ಹಾಗೂ 857 ಮಹಿಳಾ ಮತದಾರರು ಇರುತ್ತಾರೆ. ಮತದಾರರ ಪಟ್ಟಿಯನ್ನು ಜಿಲ್ಲಾಧಿಕಾರಿಗಳ ಕಾರ್ಯಾಲಯ, ಸಹಾಯಕ ಆಯುಕ್ತರ ಕಾರ್ಯಾಲಯ, ಕೊಪ್ಪಳ ಹಾಗೂ ಜಿಲ್ಲೆಯ ಎಲ್ಲಾ ತಹಶೀಲ್ದಾರ ಕಾರ್ಯಾಲಯಗಳಲ್ಲಿ ವೀಕ್ಷಿಸಬಹುದಾಗಿರುತ್ತದೆ. ಅಲ್ಲದೇ ಅಂತಿಮ ಮತದಾರರ ಪಟ್ಟಿಯನ್ನು https://koppal.nic.in/en/election/ ನಲ್ಲಿ ವೀಕ್ಷಿಸಬಹುದಾಗಿರುತ್ತದೆ. ಕೊಪ್ಪಳ ಜಿಲ್ಲೆಗೆ ಸಂಬಂಧಿಸಿದಂತೆ ಕಾರಟಗಿ, ಕುಷ್ಟಗಿ, ಕುಕನೂರು, ಗಂಗಾವತಿ, ಕನಕಗಿರಿ, ಯಲಬುರ್ಗಾ ಹಾಗೂ ಕೊಪ್ಪಳ ತಾಲೂಕುಗಳನ್ನು ಈ ಕ್ಷೇತ್ರವು ಒಳಗೊಂಡಿದ್ದು, ಒಟ್ಟು 1805 ಪುರುಷ ಮತದಾರರ ಪೈಕಿ ಒಳಗೊಂಡಿರುವ ಎಲ್ಲಾ ಮತದಾರರು ಪಟ್ಟಿಯನ್ನು ಪರಿಶೀಲಿಸಬಹುದು. ಹೆಚ್ಚಿನ ಮಾಹಿತಿಗಾಗಿ ಸಂಬಂಧಪಟ್ಟ ತಹಶೀಲ್ದಾರ ಕಾರ್ಯಾಲಯವನ್ನು ಸಂಪರ್ಕಿಸಬಹುದು ಎಂದು ಕಾರ್ಯಾಲಯದ ಪ್ರಕಟಣೆ ತಿಳಿಸಿದೆ. xyxy=(12,182,714,384)
article-krishimela xyxy=(1,1005,725,1846)
page-number: ಪುಟ-3 xyxy=(1441,23,1491,46)
newspaper-title: ಹೊಸಪೇಟೆ ಟೈಮ್ಸ್ xyxy=(738,16,934,53)
ads-contact-label: ಸಂಪರ್ಕಿಸಿ : xyxy=(1330,698,1390,718)
weather-row: ಗುರು : ಗರಿಷ್ಠ : 41⁰, ಕನಿಷ್ಠ : 30⁰ xyxy=(1227,1230,1446,1251)
notice2-order-line3: 2nd Additional Civil Judge & xyxy=(1349,2298,1496,2311)
contact-line: ರಾಜ್ಯ ವಲಯ ಕೊಪ್ಪಳ xyxy=(547,1744,642,1760)
article-tourism-text: ಕೊಪ್ಪಳ : ಪ್ರವಾಸೋದ್ಯಮ ಇಲಾಖೆಯಿಂದ ಎಸ್.ಸಿ.ಎಸ್.ಪಿ./ ಟಿ.ಎಸ್.ಪಿ. ಯೋಜನೆ ಅಡಿಯಲ್ಲಿ ಪರಿಶಿಷ್ಟ ಜಾತಿ ಮತ್ತು ಪರಿಶಿಷ್ಟ ಪಂಗಡದ ನಿರುದ್ಯೋಗಿ ಯುವಕ-ಯುವತಿಯರಿಗೆ ಆತಿಥ್ಯ ಕ್ಷೇತ್ರದಲ್ಲಿ ಕೌಶಲ್ಯಾಭಿವೃದ್ಧಿ ತರಬೇತಿ ನೀಡುವ ಕುರಿತು ಅರ್ಜಿ ಆಹ್ವಾನಿಸಲಾಗಿತ್ತು. 2024-25ನೇ ಸಾಲಿನಲ್ಲಿ ಎಸ್.ಸಿ.ಎಸ್.ಪಿ. ಯೋಜನೆಯಡಿ ಒಟ್ಟು 292 ಅಭ್ಯರ್ಥಿಗಳ ಗುರಿ ನಿಗದಿಪಡಿಸಿದ್ದು, ಈವರೆಗೆ 162 ಅಭ್ಯರ್ಥಿಗಳು ಮಾತ್ರ ಅರ್ಜಿ ಸಲ್ಲಿಸಿರುತ್ತಾರೆ. ಉಳಿದ ಗುರಿಯನ್ನು ಸಾಧಿಸಲು ಮರು ಅರ್ಜಿ ಆಹ್ವಾನಿಸಲಾಗಿದೆ. ಆಸಕ್ತ ಅಭ್ಯರ್ಥಿಗಳು ತಮ್ಮ ಅರ್ಜಿಗಳನ್ನು ಪ್ರವಾಸೋದ್ಯಮ ಇಲಾಖೆಯ ಕಚೇರಿಯಲ್ಲಿ ಸಲ್ಲಿಸಬಹುದು. ಆತಿಥ್ಯ ಕ್ಷೇತ್ರದ ತರಬೇತಿಯಲ್ಲಿ ಹೌಸ್ ಕೀಪಿಂಗ್, ಫ್ರಂಟ್ ಆಫೀಸ್, ಫುಡ್ ಪ್ರೊಡಕ್ಷನ್, ಫುಡ್ ಅಂಡ್ ಬೆವರೇಜ್ ಸರ್ವಿಸ್ ವಿಭಾಗಗಳಲ್ಲಿ ತರಬೇತಿ ನೀಡಲಾಗುವುದು. ತರಬೇತಿ ಅವಧಿಯಲ್ಲಿ ಉಚಿತ ವಸತಿ ಮತ್ತು ಊಟದ ವ್ಯವಸ್ಥೆ ಇರುತ್ತದೆ. ತರಬೇತಿ ಪೂರ್ಣಗೊಳಿಸಿದ ಅಭ್ಯರ್ಥಿಗಳಿಗೆ ಪ್ರಮಾಣ ಪತ್ರ ನೀಡಲಾಗುವುದು ಹಾಗೂ ಉದ್ಯೋಗಾವಕಾಶ ಕಲ್ಪಿಸಲಾಗುವುದು. 10ನೇ ತರಗತಿ ಉತ್ತೀರ್ಣರಾದವರು 20 ರಿಂದ 45 ವರ್ಷದ ವಯೋಮಿತಿಯೊಳಗಿನವರು ಅರ್ಜಿ ಸಲ್ಲಿಸಬಹುದು. 10ನೇ ತರಗತಿ ಉತ್ತೀರ್ಣರಾದವರಿಗೆ 5ನೇ ತರಗತಿ ಉತ್ತೀರ್ಣರಾದವರಿಗೆ ರೂಂ ಬಾಯ್ ತರಬೇತಿ ನೀಡಲಾಗುವುದು. ಹೆಚ್ಚಿನ ಮಾಹಿತಿಗಾಗಿ ಪ್ರವಾಸೋದ್ಯಮ ಇಲಾಖೆಯ ಕಚೇರಿಯನ್ನು ಸಂಪರ್ಕಿಸಬಹುದು ಎಂದು ಪ್ರವಾಸೋದ್ಯಮ ಇಲಾಖೆಯ ಸಹಾಯಕ ನಿರ್ದೇಶಕರು ಪ್ರಕಟಣೆಯಲ್ಲಿ ತಿಳಿಸಿದ್ದಾರೆ. xyxy=(738,886,1194,1106)
article-tourism-body xyxy=(738,885,1194,1320)
ads-title-2: ಸಂಪರ್ಕಿಸಿ xyxy=(1324,509,1396,536)
notice1-concern-line: To, Whom so ever it may concern. xyxy=(830,1982,1016,1997)
main-content xyxy=(1,68,1513,1846)
article-consumer-day xyxy=(727,68,1205,802)
article-voterlist-headline-1: ಕರ್ನಾಟಕ ವಿಧಾನ ಪರಿಷತ್ ಈಶಾನ್ಯ ಶಿಕ್ಷಕರ xyxy=(94,75,632,120)
court-notice-1 xyxy=(733,1857,1113,2373)
article-deployment-headline-2: ವಿವಿಧ ಇಲಾಖೆ ಅಧಿಕಾರಿಗಳ ನಿಯೋಜನೆ xyxy=(22,1899,456,1940)
article-krishimela-headline-1: ಶ್ರೀಗವಿಮಠದ ಜಾತ್ರಾ ಮಹೋತ್ಸವದಲ್ಲಿ xyxy=(40,1011,437,1049)
article-cultural-text: ಕೊಪ್ಪಳ : ಕನ್ನಡ ಮತ್ತು ಸಂಸ್ಕೃತಿ ಇಲಾಖೆಯಿಂದ ಸಾಂಸ್ಕೃತಿಕ ಸಂಘ ಸಂಸ್ಥೆಗಳಿಗೆ ಧನಸಹಾಯ ಯೋಜನೆಯಡಿ ಆನ್‌ಲೈನ್ ಮೂಲಕ ಅರ್ಜಿ ಸಲ್ಲಿಸಲು ಅವಧಿ ವಿಸ್ತರಿಸಲಾಗಿದೆ. ರಾಜ್ಯಾದ್ಯಂತ ಹಾಗೂ ಹೊರರಾಜ್ಯಗಳಲ್ಲಿ ಕ್ರಿಯಾಶೀಲ ಸಾಂಸ್ಕೃತಿಕ ಚಟುವಟಿಕೆಗಳನ್ನು ನಡೆಸುತ್ತಿರುವ ನೋಂದಾಯಿತ ಸಂಘ ಸಂಸ್ಥೆಗಳಿಂದ ನಾಟಕ, ಸಂಗೀತ, ನೃತ್ಯ, ಜಾನಪದ ಕಲಾ ಪ್ರಕಾರಗಳ ಕಾರ್ಯಕ್ರಮಗಳಿಗೆ ಧನಸಹಾಯ ನೀಡಲು 2025-26ನೇ ಸಾಲಿನ ಆರ್ಥಿಕ ವರ್ಷಕ್ಕೆ ಅರ್ಜಿ ಆಹ್ವಾನಿಸಲಾಗಿತ್ತು. ಈ ಯೋಜನೆಯಡಿ ಅರ್ಜಿ ಸಲ್ಲಿಸಲು ಸಂಘ ಸಂಸ್ಥೆಗಳಿಗೆ ಈಗಾಗಲೇ ನಿಗದಿಪಡಿಸಿದ್ದ ದಿನಾಂಕವನ್ನು 2026ರ ಜನವರಿ 10 ರವರೆಗೆ ವಿಸ್ತರಿಸಲಾಗಿದೆ. ಸಂಘ ಸಂಸ್ಥೆಗಳು ಇಲಾಖೆಯ ವೆಬ್‌ಸೈಟ್ ಮೂಲಕ ಆನ್‌ಲೈನ್‌ನಲ್ಲಿ ಅರ್ಜಿ ಸಲ್ಲಿಸಬಹುದು. ಕಳೆದ ಮೂರು ವರ್ಷಗಳ ಲೆಕ್ಕಪತ್ರ ವರದಿ, ಚಟುವಟಿಕೆ ವರದಿ ಸಲ್ಲಿಸಬೇಕು. ಜ. 30 ರವರೆಗೆ ಕಾಲಾವಕಾಶ ನೀಡಿ ಅರ್ಜಿ ಸಲ್ಲಿಸಲು ಸೂಚಿಸಲಾಗಿದೆ. ಈ ಯೋಜನೆಯಡಿ ಅರ್ಜಿ ಸಲ್ಲಿಸಿದ ಕಲಾತಂಡಗಳನ್ನು 10 ದಿನಗಳಲ್ಲಿ ಪರಿಶೀಲಿಸಿ, 2025ರ ಡಿಸೆಂಬರ್ 31 ರಿಂದ 2026ರ ಜನವರಿ 9ರವರೆಗೆ ಅರ್ಜಿ ಸಲ್ಲಿಸಲು ಕಾಲಾವಕಾಶ ನೀಡಲಾಗಿದೆ ಎಂದು ಕನ್ನಡ ಮತ್ತು ಸಂಸ್ಕೃತಿ ಇಲಾಖೆಯ ಸಹಾಯಕ ನಿರ್ದೇಶಕರು ಪ್ರಕಟಣೆಯಲ್ಲಿ ತಿಳಿಸಿದ್ದಾರೆ. xyxy=(738,1432,1194,1618)
right-region xyxy=(1207,68,1513,1846)
notice1-respondent-tag: ... Respondent xyxy=(1035,1967,1102,1980)
notice2-concern-line: To, Whom so ever it may concern. xyxy=(1223,1982,1409,1997)
article-deployment-body-left xyxy=(12,1950,466,2354)
office-label: ಕಚೇರಿ ವಿಳಾಸ xyxy=(1319,342,1401,364)
notice2-advocate-name: H.Venkateshalu, xyxy=(1136,2282,1219,2295)
article-walkin-headline-1: ಜನವರಿ 3ರಂದು ಕೊಪ್ಪಳದಲ್ಲಿ xyxy=(1245,1473,1475,1501)
article-deployment-body-right: ಲೋಕೋಪಯೋಗಿ, ಕಲ್ಯಾಣ ಕರ್ನಾಟಕ ರಸ್ತೆ ಸಾರಿಗೆ ಸಂಸ್ಥೆ, ಶಿಕ್ಷಣ ಇಲಾಖೆ, ಮಹಿಳಾ ಮತ್ತು ಮಕ್ಕಳ ಅಭಿವೃದ್ಧಿ ಇಲಾಖೆ, ಕಂದಾಯ ಇಲಾಖೆ ಅಧಿಕಾರಿಗಳಿಗೆ ವಿವಿಧ ಜವಾಬ್ದಾರಿಗಳನ್ನು ವಹಿಸಲಾಗಿದೆ. ನಿಯೋಜಿತ ಅಧಿಕಾರಿಗಳು ಸಮನ್ವಯದಿಂದ ಕರ್ತವ್ಯ ನಿರ್ವಹಿಸಬೇಕು. ಯಾವುದೇ ತರಹದ ಲೋಪ ದೋಷಗಳಿಗೆ ಅವಕಾಶ ನೀಡದಂತೆ ಕಟ್ಟುನಿಟ್ಟಿನ ಸೂಚನೆ ನೀಡಲಾಗಿದೆ. ನಿಯೋಜಿತ ಅಧಿಕಾರಿಗಳು ಕರ್ತವ್ಯ ನಿರ್ವಹಿಸುವ ಸ್ಥಳದಲ್ಲಿ ಹಾಜರಿದ್ದು, ಮೇಲಧಿಕಾರಿಗಳ ಸೂಚನೆಯಂತೆ ಕಾರ್ಯನಿರ್ವಹಿಸಬೇಕು ಎಂದು ಜಿಲ್ಲಾಧಿಕಾರಿಗಳು ಆದೇಶದಲ್ಲಿ ತಿಳಿಸಿದ್ದಾರೆ. xyxy=(475,1856,714,2023)
